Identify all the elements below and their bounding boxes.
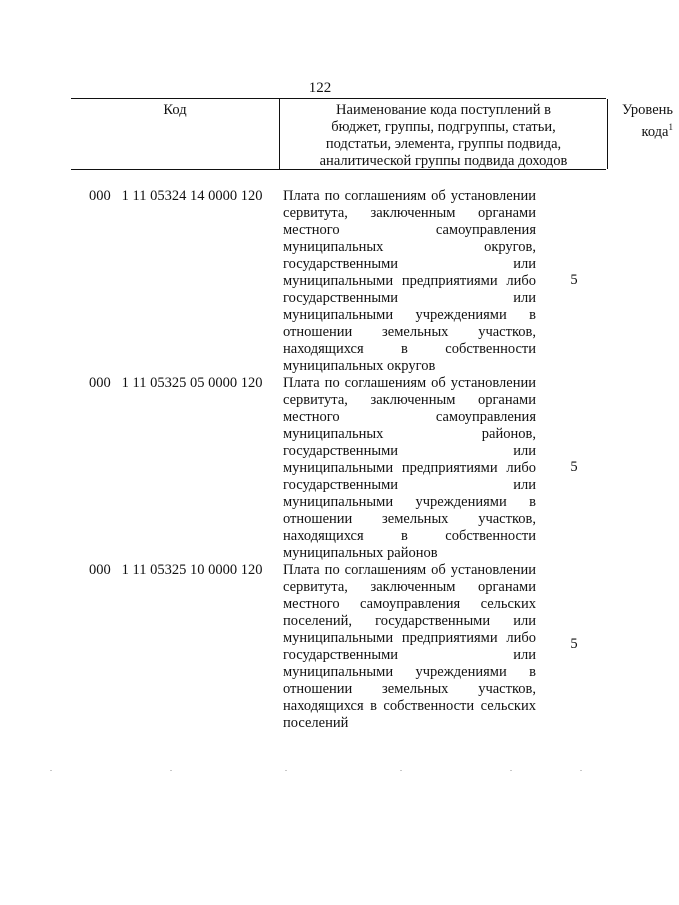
- description-line: отношении земельных участков,: [283, 324, 536, 340]
- description-line: муниципальных районов: [283, 545, 438, 561]
- row-description: [283, 188, 536, 375]
- header-name-line: бюджет, группы, подгруппы, статьи,: [331, 119, 556, 135]
- description-line: поселений: [283, 715, 349, 731]
- row-code: 000 1 11 05325 10 0000 120: [89, 562, 263, 578]
- description-line: муниципальными предприятиями либо: [283, 630, 536, 646]
- header-name-line: аналитической группы подвида доходов: [319, 153, 568, 169]
- description-line: местного самоуправления: [283, 409, 536, 425]
- row-description: [283, 375, 536, 562]
- description-line: государственными или: [283, 477, 536, 493]
- description-line: поселений, государственными или: [283, 613, 536, 629]
- description-line: Плата по соглашениям об установлении: [283, 562, 536, 578]
- description-line: государственными или: [283, 443, 536, 459]
- description-line: Плата по соглашениям об установлении: [283, 375, 536, 391]
- header-name-line: подстатьи, элемента, группы подвида,: [325, 136, 562, 152]
- header-name-line: Наименование кода поступлений в: [336, 102, 551, 118]
- description-line: отношении земельных участков,: [283, 681, 536, 697]
- description-line: муниципальных округов,: [283, 239, 536, 255]
- description-line: находящихся в собственности сельских: [283, 698, 536, 714]
- row-code: 000 1 11 05325 05 0000 120: [89, 375, 263, 391]
- row-level: 5: [570, 636, 578, 652]
- description-line: государственными или: [283, 256, 536, 272]
- description-line: муниципальными предприятиями либо: [283, 460, 536, 476]
- row-level: 5: [570, 272, 578, 288]
- header-code-cell: Код: [163, 102, 187, 118]
- header-level-line: Уровень: [621, 102, 673, 118]
- description-line: государственными или: [283, 290, 536, 306]
- footnote-marker: 1: [668, 122, 673, 132]
- row-level: 5: [570, 459, 578, 475]
- description-line: муниципальных округов: [283, 358, 436, 374]
- description-line: местного самоуправления: [283, 222, 536, 238]
- description-line: сервитута, заключенным органами: [283, 205, 536, 221]
- description-line: находящихся в собственности: [283, 528, 536, 544]
- header-level-cell: [607, 99, 679, 169]
- table-header: [71, 98, 673, 170]
- description-line: отношении земельных участков,: [283, 511, 536, 527]
- description-line: государственными или: [283, 647, 536, 663]
- row-description: [283, 562, 536, 732]
- description-line: муниципальными предприятиями либо: [283, 273, 536, 289]
- description-line: муниципальными учреждениями в: [283, 664, 536, 680]
- scan-artifact-dots: [40, 770, 600, 771]
- description-line: муниципальных районов,: [283, 426, 536, 442]
- description-line: муниципальными учреждениями в: [283, 307, 536, 323]
- header-level-word: кода: [641, 123, 669, 140]
- description-line: находящихся в собственности: [283, 341, 536, 357]
- page-number: 122: [308, 80, 332, 96]
- description-line: сервитута, заключенным органами: [283, 579, 536, 595]
- row-code: 000 1 11 05324 14 0000 120: [89, 188, 263, 204]
- header-level-line: [608, 119, 673, 141]
- description-line: муниципальными учреждениями в: [283, 494, 536, 510]
- description-line: местного самоуправления сельских: [283, 596, 536, 612]
- description-line: сервитута, заключенным органами: [283, 392, 536, 408]
- header-name-cell: [279, 99, 607, 169]
- description-line: Плата по соглашениям об установлении: [283, 188, 536, 204]
